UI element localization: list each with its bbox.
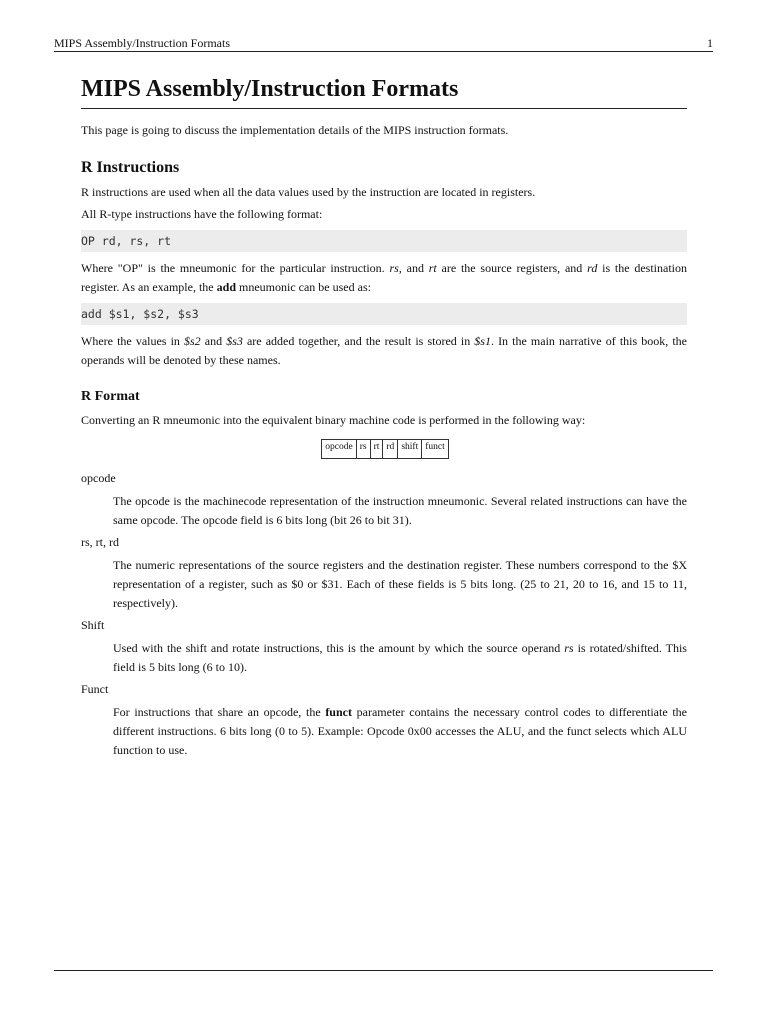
definition-desc-registers: The numeric representations of the source registers and the destination register. These numbers correspond to the $X representation of a register, such as $0 or $31. Each of these fields is 5 bits long. (25 to 21, 20 to 16, and 15 to 11, respectively). — [113, 558, 687, 610]
footer-rule — [54, 970, 713, 971]
rs-term: rs — [564, 641, 574, 655]
page-number: 1 — [707, 36, 713, 50]
running-header-title: MIPS Assembly/Instruction Formats — [54, 36, 231, 50]
definition-term-registers: rs, rt, rd — [81, 535, 119, 549]
add-keyword: add — [216, 280, 236, 294]
r-instructions-paragraph-4: Where the values in $s2 and $s3 are added together, and the result is stored in $s1. In the main narrative of this book, the operands will be denoted by these names. — [81, 334, 688, 367]
r-instructions-heading: R Instructions — [81, 159, 180, 176]
code-block-format: OP rd, rs, rt — [81, 230, 687, 252]
format-table-wrapper — [81, 439, 687, 459]
code-block-example: add $s1, $s2, $s3 — [81, 303, 687, 325]
format-field-rd: rd — [383, 440, 398, 459]
s3-term: $s3 — [226, 334, 243, 348]
r-instructions-paragraph-2: All R-type instructions have the following format: — [81, 207, 323, 221]
running-header — [54, 33, 713, 52]
r-format-heading: R Format — [81, 389, 140, 404]
format-field-shift: shift — [398, 440, 422, 459]
format-field-rt: rt — [370, 440, 383, 459]
page-title: MIPS Assembly/Instruction Formats — [81, 72, 687, 109]
format-field-funct: funct — [422, 440, 449, 459]
s2-term: $s2 — [184, 334, 201, 348]
format-field-opcode: opcode — [322, 440, 356, 459]
definition-desc-opcode: The opcode is the machinecode representation of the instruction mneumonic. Several related instructions can have the same opcode. The opcode field is 6 bits long (bit 26 to bit 31). — [113, 494, 687, 527]
s1-term: $s1 — [474, 334, 491, 348]
funct-keyword: funct — [325, 705, 352, 719]
r-format-paragraph: Converting an R mneumonic into the equivalent binary machine code is performed in the following way: — [81, 413, 586, 427]
r-instructions-paragraph-1: R instructions are used when all the data values used by the instruction are located in registers. — [81, 185, 536, 199]
r-format-table — [321, 439, 448, 459]
rd-term: rd — [587, 261, 598, 275]
r-instructions-paragraph-3: Where "OP" is the mneumonic for the particular instruction. rs, and rt are the source registers, and rd is the destination register. As an example, the add mneumonic can be used as: — [81, 261, 688, 294]
article-body — [81, 72, 687, 760]
definition-term-funct: Funct — [81, 682, 109, 696]
format-table-row — [322, 440, 448, 459]
rs-term: rs — [389, 261, 399, 275]
field-definitions — [81, 469, 687, 760]
format-field-rs: rs — [356, 440, 370, 459]
rt-term: rt — [428, 261, 437, 275]
definition-term-opcode: opcode — [81, 471, 116, 485]
intro-paragraph: This page is going to discuss the implementation details of the MIPS instruction formats. — [81, 123, 509, 137]
definition-desc-funct: For instructions that share an opcode, the funct parameter contains the necessary control codes to differentiate the different instructions. 6 bits long (0 to 5). Example: Opcode 0x00 accesses the ALU, and the funct selects which ALU function to use. — [113, 705, 687, 757]
definition-term-shift: Shift — [81, 618, 105, 632]
definition-desc-shift: Used with the shift and rotate instructions, this is the amount by which the source operand rs is rotated/shifted. This field is 5 bits long (6 to 10). — [113, 641, 687, 674]
